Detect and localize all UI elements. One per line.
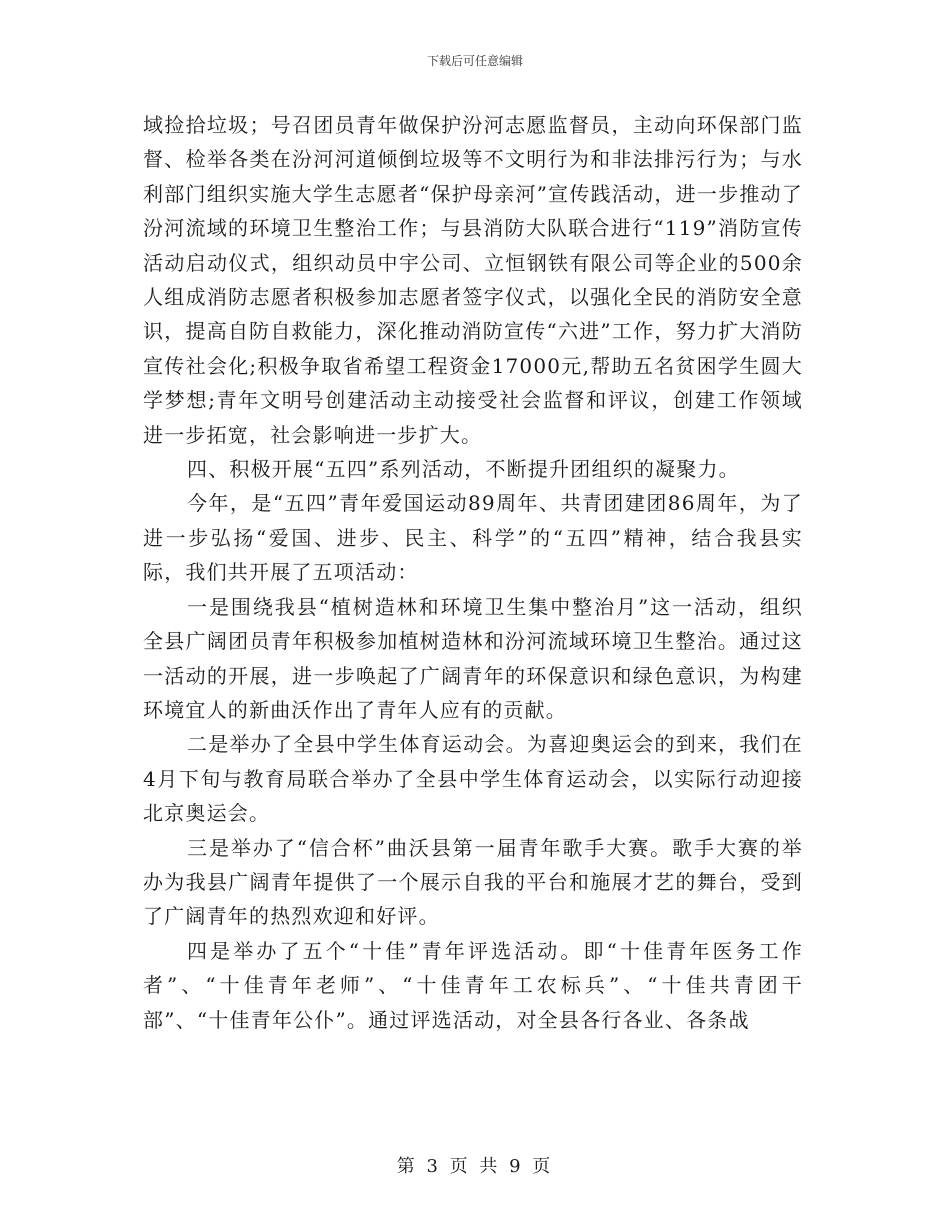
paragraph-activity-two: 二是举办了全县中学生体育运动会。为喜迎奥运会的到来，我们在4月下旬与教育局联合举办了全县中学生体育运动会，以实际行动迎接北京奥运会。 [143, 732, 803, 826]
paragraph-activity-three: 三是举办了“信合杯”曲沃县第一届青年歌手大赛。歌手大赛的举办为我县广阔青年提供了一个展示自我的平台和施展才艺的舞台，受到了广阔青年的热烈欢迎和好评。 [143, 835, 803, 929]
paragraph-activity-four: 四是举办了五个“十佳”青年评选活动。即“十佳青年医务工作者”、“十佳青年老师”、“十佳青年工农标兵”、“十佳共青团干部”、“十佳青年公仆”。通过评选活动，对全县各行各业、各条战 [143, 938, 803, 1032]
section-heading-may-fourth: 四、积极开展“五四”系列活动，不断提升团组织的凝聚力。 [187, 457, 740, 482]
paragraph-activity-one: 一是围绕我县“植树造林和环境卫生集中整治月”这一活动，组织全县广阔团员青年积极参加植树造林和汾河流域环境卫生整治。通过这一活动的开展，进一步唤起了广阔青年的环保意识和绿色意识，为构建环境宜人的新曲沃作出了青年人应有的贡献。 [143, 594, 803, 722]
document-body [143, 108, 803, 1037]
paragraph-anniversary-intro: 今年，是“五四”青年爱国运动89周年、共青团建团86周年，为了进一步弘扬“爱国、进步、民主、科学”的“五四”精神，结合我县实际，我们共开展了五项活动： [143, 491, 803, 585]
page-header: 下载后可任意编辑 [426, 54, 523, 68]
paragraph-volunteer-activities: 域捡拾垃圾；号召团员青年做保护汾河志愿监督员，主动向环保部门监督、检举各类在汾河河道倾倒垃圾等不文明行为和非法排污行为；与水利部门组织实施大学生志愿者“保护母亲河”宣传践活动，进一步推动了汾河流域的环境卫生整治工作；与县消防大队联合进行“119”消防宣传活动启动仪式，组织动员中宇公司、立恒钢铁有限公司等企业的500余人组成消防志愿者积极参加志愿者签字仪式，以强化全民的消防安全意识，提高自防自救能力，深化推动消防宣传“六进”工作，努力扩大消防宣传社会化;积极争取省希望工程资金17000元,帮助五名贫困学生圆大学梦想;青年文明号创建活动主动接受社会监督和评议，创建工作领域进一步拓宽，社会影响进一步扩大。 [143, 113, 803, 447]
page-number: 第 3 页 共 9 页 [396, 1156, 554, 1177]
